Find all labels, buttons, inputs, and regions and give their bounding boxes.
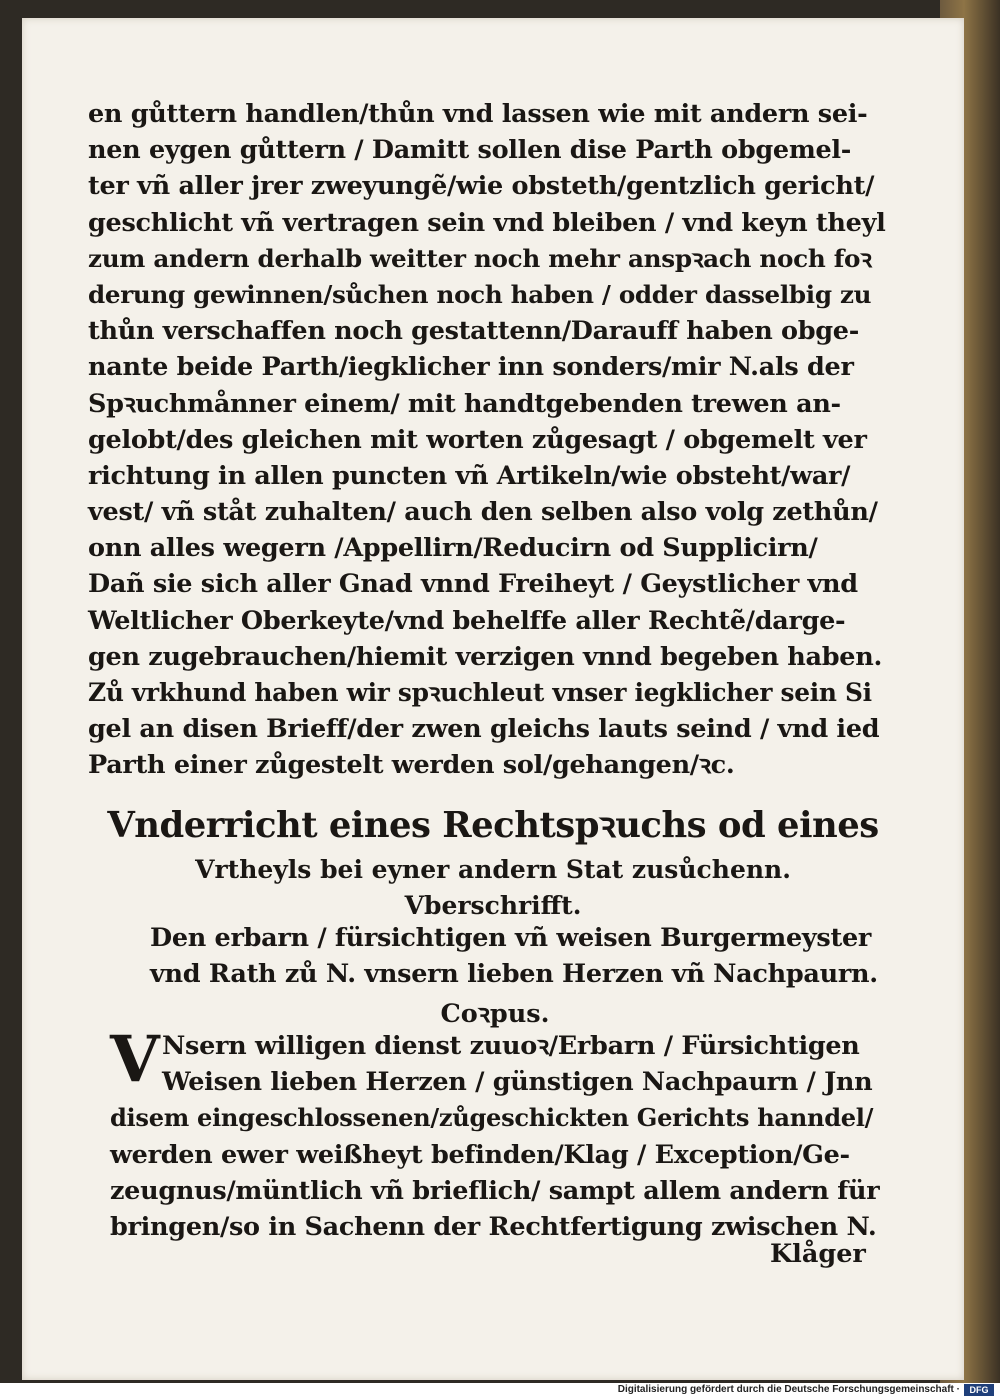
corpus-label: Coꝛpus. <box>440 999 550 1029</box>
body-line: en gůttern handlen/thůn vnd lassen wie mit andern sei- <box>88 99 868 129</box>
body-line: gelobt/des gleichen mit worten zůgesagt / obgemelt ver <box>88 424 867 455</box>
section-heading <box>98 800 888 924</box>
heading-line-2: Vrtheyls bei eyner andern Stat zusůchenn. <box>195 855 791 884</box>
body-line: onn alles wegern /Appellirn/Reducirn od Supplicirn/ <box>88 533 818 564</box>
body-line: vest/ vñ ståt zuhalten/ auch den selben also volg zethůn/ <box>88 497 878 528</box>
body-line: nen eygen gůttern / Damitt sollen dise Parth obgemel- <box>88 135 852 166</box>
letter-body <box>110 1022 890 1245</box>
body-line: geschlicht vñ vertragen sein vnd bleiben / vnd keyn theyl <box>88 207 886 238</box>
body-line: Weltlicher Oberkeyte/vnd behelffe aller Rechtẽ/darge- <box>88 605 846 636</box>
catchword: Klåger <box>770 1239 866 1269</box>
letter-line: Nsern willigen dienst zuuoꝛ/Erbarn / Fürsichtigen <box>162 1031 860 1061</box>
heading-line-3: Vberschrifft. <box>404 891 582 920</box>
heading-line-1: Vnderricht eines Rechtspꝛuchs od eines <box>107 805 879 846</box>
footer-bar <box>0 1383 1000 1397</box>
letter-line: Weisen lieben Herzen / günstigen Nachpaurn / Jnn <box>162 1067 873 1098</box>
body-line: gel an disen Brieff/der zwen gleichs lauts seind / vnd ied <box>88 714 880 745</box>
decorated-initial: V <box>110 1022 160 1097</box>
body-text <box>88 96 888 784</box>
letter-line: disem eingeschlossenen/zůgeschickten Gerichts hanndel/ <box>110 1103 874 1133</box>
address-line: vnd Rath zů N. vnsern lieben Herzen vñ Nachpaurn. <box>150 959 878 990</box>
dfg-logo: DFG <box>964 1384 994 1396</box>
body-line: nante beide Parth/iegklicher inn sonders/mir N.als der <box>88 352 854 383</box>
body-line: zum andern derhalb weitter noch mehr anspꝛach noch foꝛ <box>88 243 872 273</box>
body-line: Parth einer zůgestelt werden sol/gehangen/ꝛc. <box>88 750 735 781</box>
address-block <box>150 920 890 992</box>
footer-credit: Digitalisierung gefördert durch die Deutsche Forschungsgemeinschaft · <box>617 1384 960 1395</box>
address-line: Den erbarn / fürsichtigen vñ weisen Burgermeyster <box>150 923 872 953</box>
body-line: thůn verschaffen noch gestattenn/Darauff haben obge- <box>88 316 860 347</box>
letter-line: zeugnus/müntlich vñ brieflich/ sampt allem andern für <box>110 1175 880 1206</box>
body-line: Zů vrkhund haben wir spꝛuchleut vnser iegklicher sein Si <box>88 678 872 707</box>
letter-line: bringen/so in Sachenn der Rechtfertigung zwischen N. <box>110 1211 877 1242</box>
body-line: Dañ sie sich aller Gnad vnnd Freiheyt / Geystlicher vnd <box>88 569 858 600</box>
body-line: Spꝛuchmånner einem/ mit handtgebenden trewen an- <box>88 388 841 419</box>
body-line: ter vñ aller jrer zweyungẽ/wie obsteth/gentzlich gericht/ <box>88 171 875 202</box>
body-line: gen zugebrauchen/hiemit verzigen vnnd begeben haben. <box>88 641 883 672</box>
body-line: richtung in allen puncten vñ Artikeln/wie obsteht/war/ <box>88 460 851 491</box>
letter-line: werden ewer weißheyt befinden/Klag / Exception/Ge- <box>110 1139 850 1170</box>
body-line: derung gewinnen/sůchen noch haben / odder dasselbig zu <box>88 279 872 309</box>
